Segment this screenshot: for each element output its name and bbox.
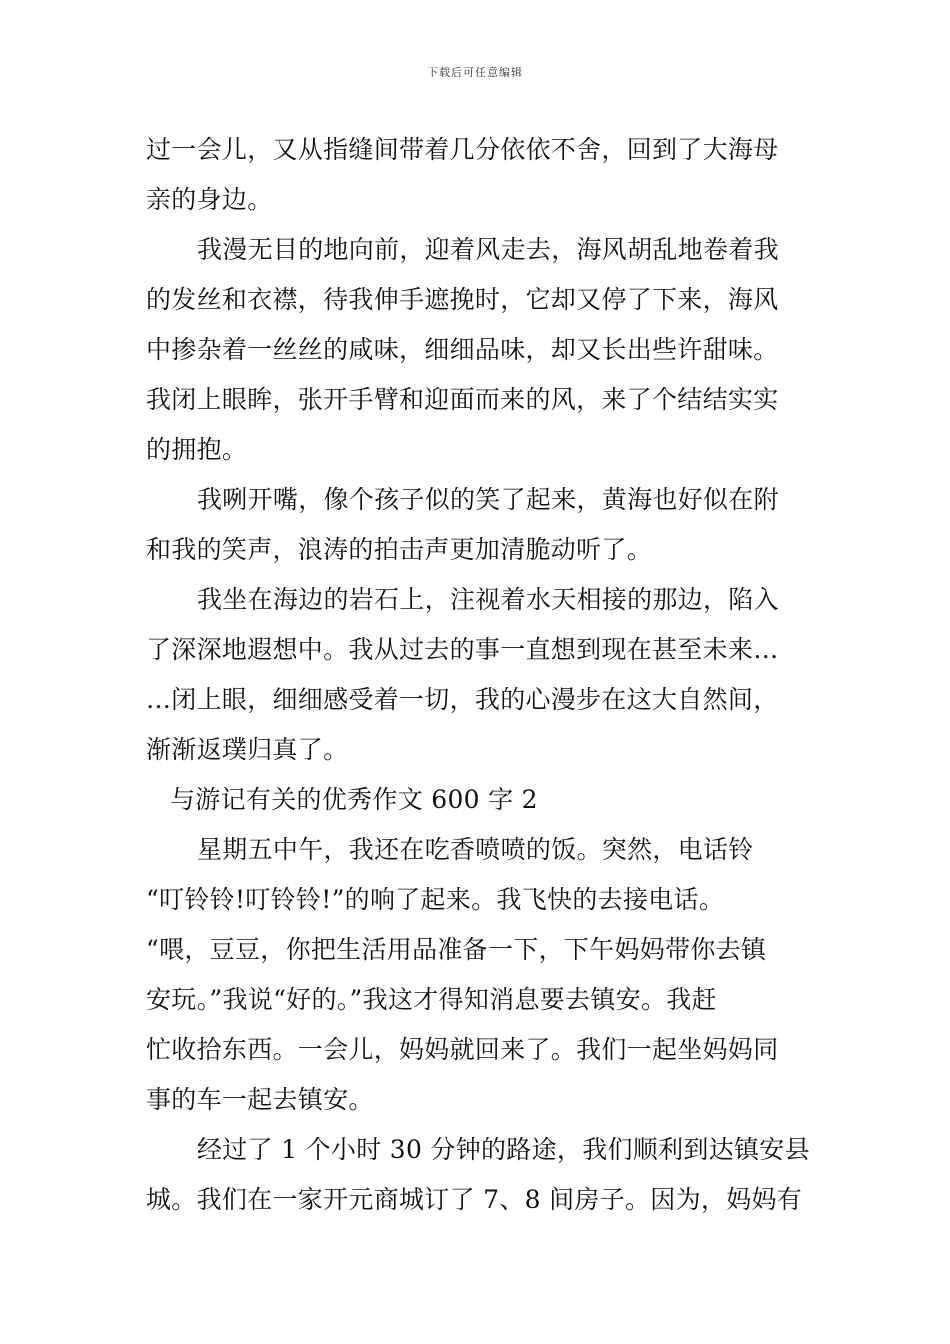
text-line: 忙收拾东西。一会儿，妈妈就回来了。我们一起坐妈妈同 [146, 1035, 779, 1064]
text-line: 中掺杂着一丝丝的咸味，细细品味，却又长出些许甜味。 [146, 335, 779, 364]
text-line: …闭上眼，细细感受着一切，我的心漫步在这大自然间， [146, 685, 779, 714]
text-line: “叮铃铃!叮铃铃!”的响了起来。我飞快的去接电话。 [146, 885, 725, 914]
text-line: 过一会儿，又从指缝间带着几分依依不舍，回到了大海母 [146, 135, 779, 164]
text-line: 渐渐返璞归真了。 [146, 735, 349, 764]
text-line: 我闭上眼眸，张开手臂和迎面而来的风，来了个结结实实 [146, 385, 779, 414]
text-line: 安玩。”我说“好的。”我这才得知消息要去镇安。我赶 [146, 985, 717, 1014]
text-line: 我漫无目的地向前，迎着风走去，海风胡乱地卷着我 [197, 235, 779, 264]
text-line: 和我的笑声，浪涛的拍击声更加清脆动听了。 [146, 535, 653, 564]
body-text [146, 125, 810, 1225]
section-heading: 与游记有关的优秀作文 600 字 2 [170, 785, 538, 814]
text-line: 的发丝和衣襟，待我伸手遮挽时，它却又停了下来，海风 [146, 285, 779, 314]
page-header: 下载后可任意编辑 [427, 66, 523, 79]
text-line: 的拥抱。 [146, 435, 248, 464]
text-line: 星期五中午，我还在吃香喷喷的饭。突然，电话铃 [197, 835, 754, 864]
text-line: 城。我们在一家开元商城订了 7、8 间房子。因为，妈妈有 [146, 1185, 803, 1214]
text-line: “喂，豆豆，你把生活用品准备一下，下午妈妈带你去镇 [146, 935, 767, 964]
text-line: 亲的身边。 [146, 185, 273, 214]
text-line: 事的车一起去镇安。 [146, 1085, 374, 1114]
text-line: 了深深地遐想中。我从过去的事一直想到现在甚至未来… [146, 635, 779, 664]
text-line: 我咧开嘴，像个孩子似的笑了起来，黄海也好似在附 [197, 485, 779, 514]
text-line: 我坐在海边的岩石上，注视着水天相接的那边，陷入 [197, 585, 779, 614]
text-line: 经过了 1 个小时 30 分钟的路途，我们顺利到达镇安县 [197, 1135, 810, 1164]
